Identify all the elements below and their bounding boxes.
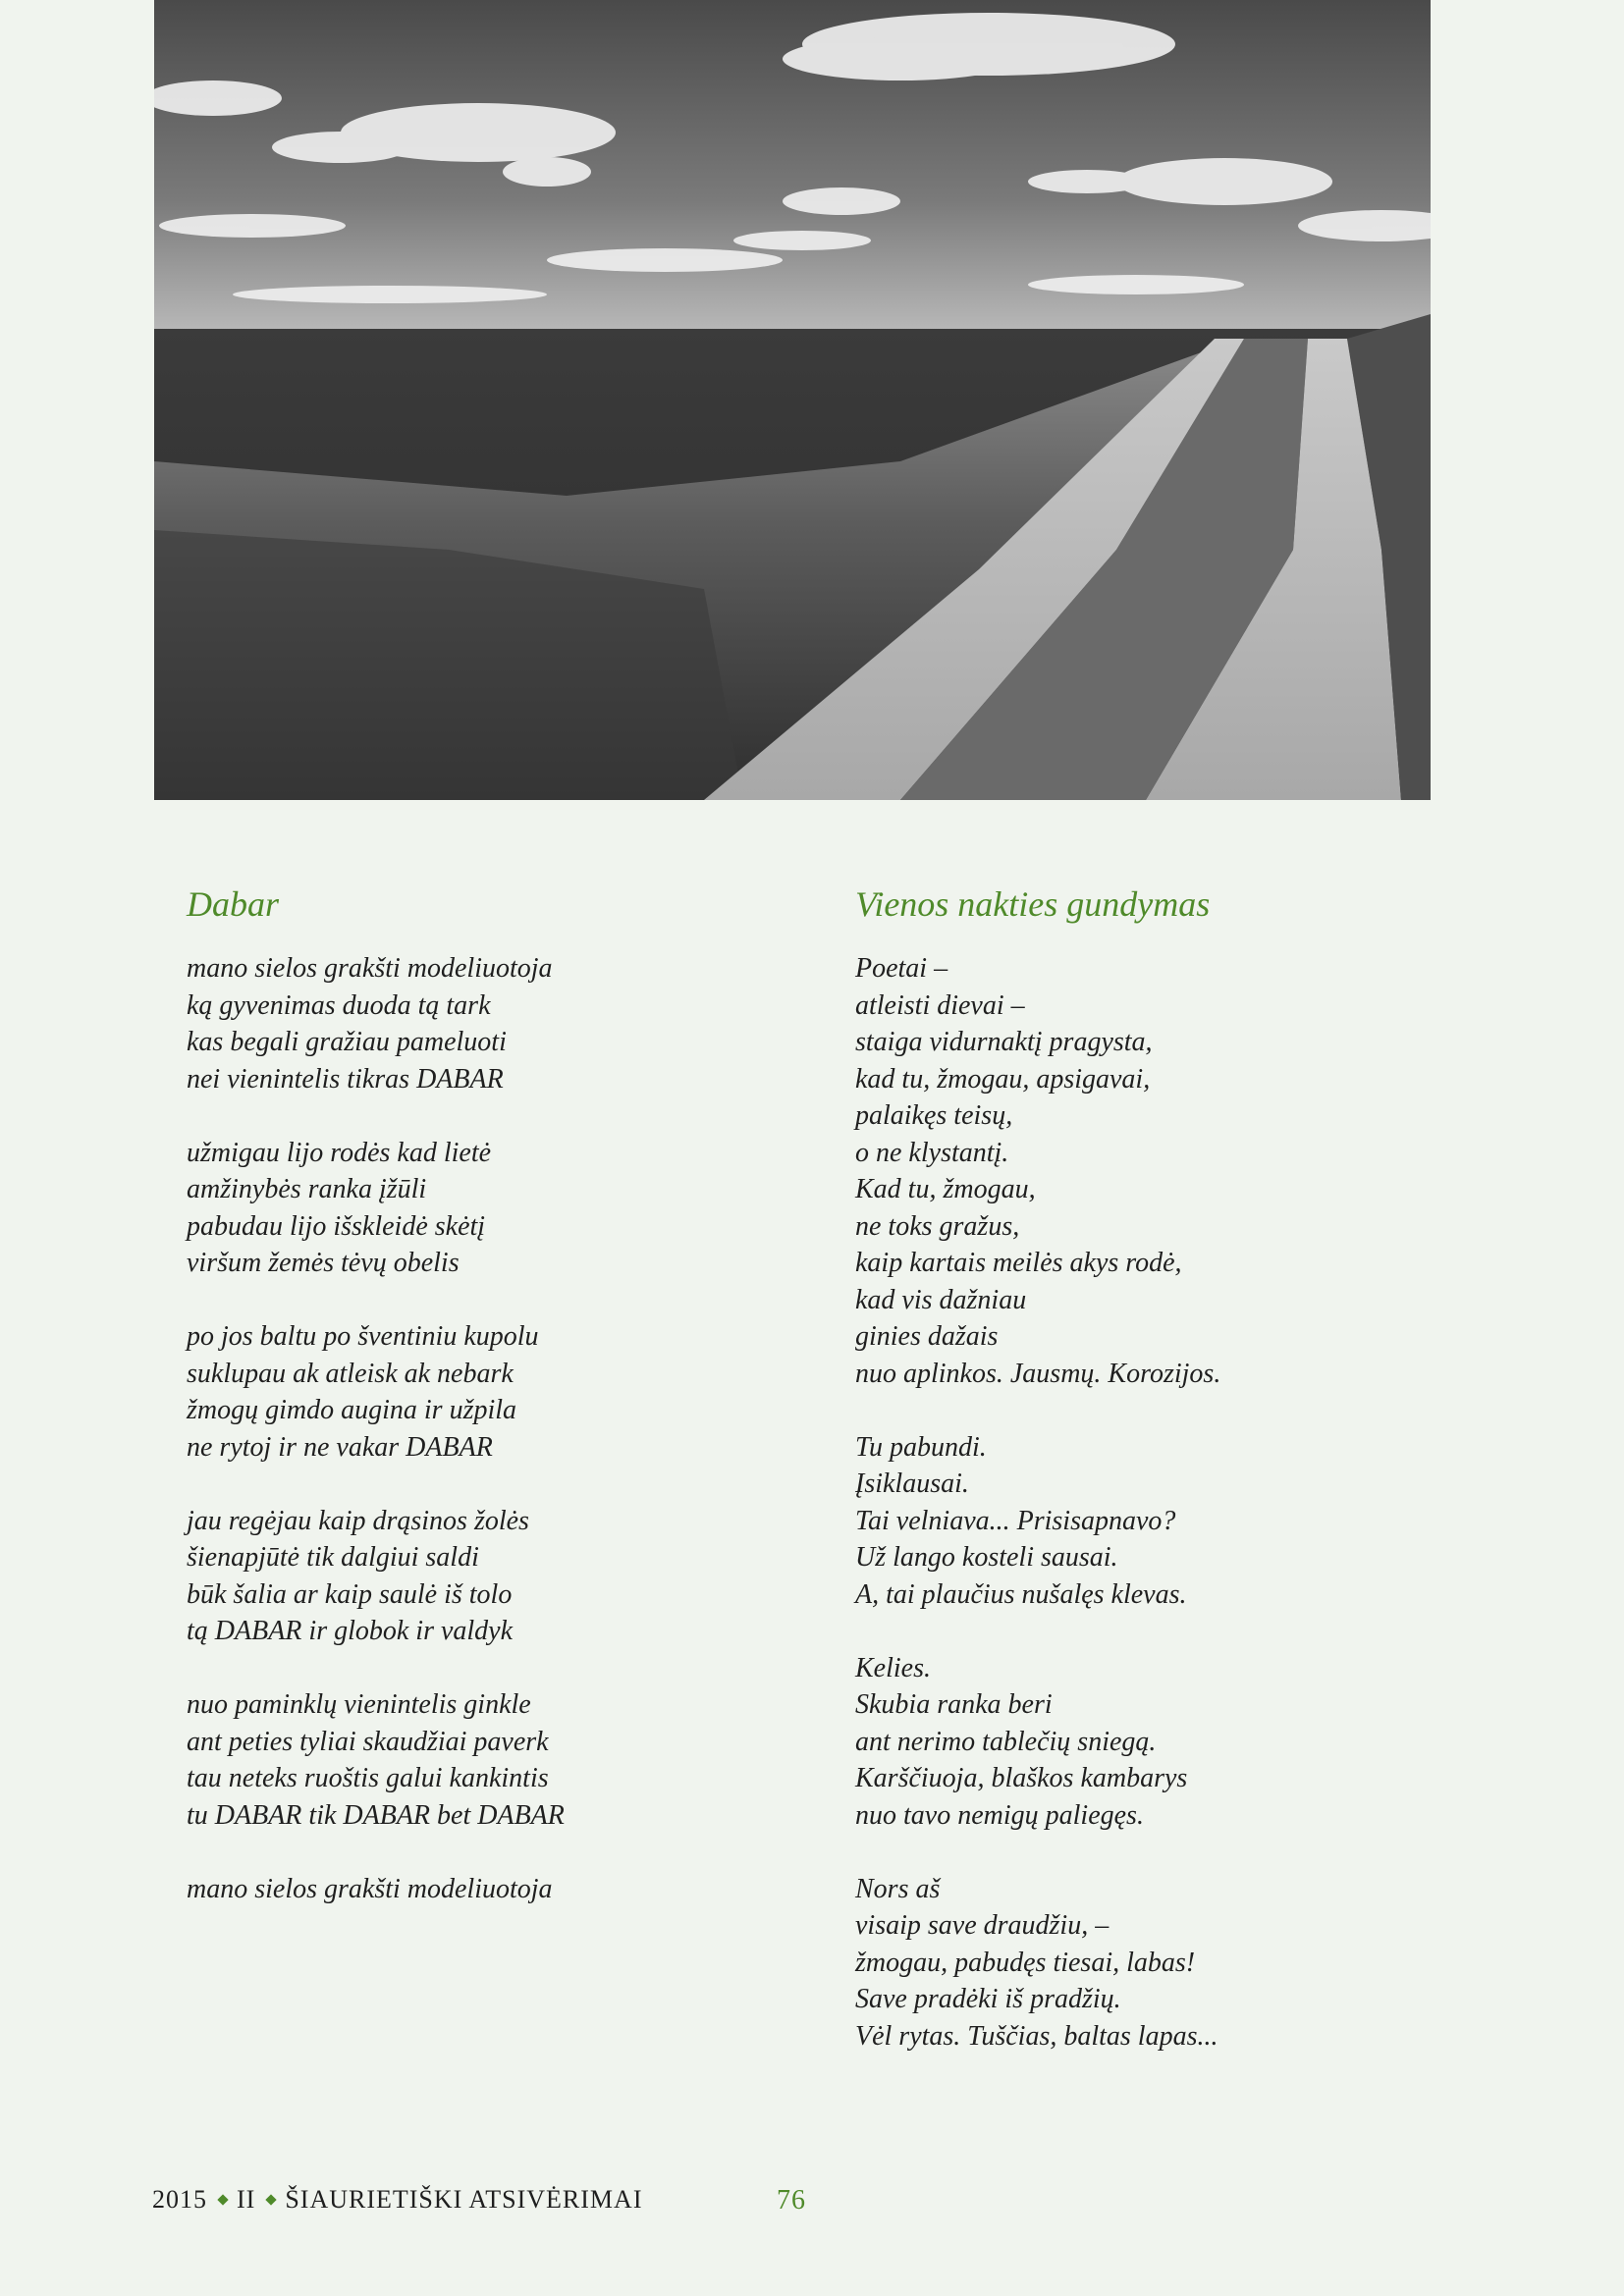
field-road-photo xyxy=(154,0,1431,800)
poem-line: mano sielos grakšti modeliuotoja xyxy=(187,953,553,984)
poem-dabar xyxy=(187,880,815,1945)
poem-line: ne toks gražus, xyxy=(855,1210,1020,1242)
page-number: 76 xyxy=(777,2185,806,2216)
poem-line: tu DABAR tik DABAR bet DABAR xyxy=(187,1799,565,1831)
poem-line: nuo aplinkos. Jausmų. Korozijos. xyxy=(855,1358,1221,1389)
stanza xyxy=(855,1650,1484,1835)
stanza xyxy=(187,950,815,1097)
poem-line: Vėl rytas. Tuščias, baltas lapas... xyxy=(855,2020,1218,2052)
poem-line: ne rytoj ir ne vakar DABAR xyxy=(187,1431,493,1463)
stanza xyxy=(187,1318,815,1466)
poem-line: ant nerimo tablečių sniegą. xyxy=(855,1726,1157,1757)
poem-line: pabudau lijo išskleidė skėtį xyxy=(187,1210,486,1242)
poem-line: visaip save draudžiu, – xyxy=(855,1910,1110,1941)
stanza xyxy=(855,1429,1484,1614)
stanza xyxy=(187,1686,815,1834)
poem-line: kad tu, žmogau, apsigavai, xyxy=(855,1063,1151,1095)
poem-line: ant peties tyliai skaudžiai paverk xyxy=(187,1726,549,1757)
poem-line: mano sielos grakšti modeliuotoja xyxy=(187,1873,553,1904)
poem-line: žmogų gimdo augina ir užpila xyxy=(187,1395,517,1425)
poem-line: o ne klystantį. xyxy=(855,1137,1009,1168)
poem-line: Nors aš xyxy=(855,1873,941,1904)
poem-line: kaip kartais meilės akys rodė, xyxy=(855,1248,1182,1278)
poem-line: užmigau lijo rodės kad lietė xyxy=(187,1137,492,1168)
poem-line: atleisti dievai – xyxy=(855,989,1025,1021)
poem-line: kas begali gražiau pameluoti xyxy=(187,1027,507,1057)
footer-issue: II xyxy=(237,2185,256,2214)
diamond-icon xyxy=(217,2194,228,2205)
poem-line: Save pradėki iš pradžių. xyxy=(855,1984,1121,2014)
poem-line: tau neteks ruoštis galui kankintis xyxy=(187,1763,549,1793)
poem-line: jau regėjau kaip drąsinos žolės xyxy=(187,1505,529,1536)
poem-title: Dabar xyxy=(187,884,280,924)
poem-line: Už lango kosteli sausai. xyxy=(855,1542,1118,1573)
poem-line: A, tai plaučius nušalęs klevas. xyxy=(855,1578,1187,1610)
field-road-photo-icon xyxy=(154,0,1431,800)
poem-line: Karščiuoja, blaškos kambarys xyxy=(855,1763,1188,1793)
stanza xyxy=(187,1135,815,1282)
poem-line: Poetai – xyxy=(855,953,948,984)
poem-line: palaikęs teisų, xyxy=(855,1100,1013,1131)
poem-line: būk šalia ar kaip saulė iš tolo xyxy=(187,1578,513,1610)
poem-vienos-nakties-gundymas xyxy=(855,880,1484,2092)
poem-line: nuo paminklų vienintelis ginkle xyxy=(187,1689,531,1720)
poem-line: Tu pabundi. xyxy=(855,1431,987,1463)
poem-title: Vienos nakties gundymas xyxy=(855,884,1211,924)
poem-line: šienapjūtė tik dalgiui saldi xyxy=(187,1542,479,1573)
footer-year: 2015 xyxy=(152,2185,207,2214)
poem-line: suklupau ak atleisk ak nebark xyxy=(187,1358,514,1389)
poem-line: Įsiklausai. xyxy=(855,1468,969,1499)
stanza xyxy=(855,950,1484,1392)
footer-journal: ŠIAURIETIŠKI ATSIVĖRIMAI xyxy=(285,2185,643,2214)
poem-line: žmogau, pabudęs tiesai, labas! xyxy=(855,1947,1196,1978)
poem-line: Kelies. xyxy=(855,1652,931,1683)
poem-line: tą DABAR ir globok ir valdyk xyxy=(187,1616,514,1646)
poem-line: Skubia ranka beri xyxy=(855,1689,1053,1720)
diamond-icon xyxy=(266,2194,277,2205)
poem-line: viršum žemės tėvų obelis xyxy=(187,1248,460,1278)
poem-line: nuo tavo nemigų paliegęs. xyxy=(855,1799,1144,1831)
page-footer xyxy=(152,2185,806,2224)
stanza xyxy=(855,1871,1484,2056)
poem-line: ginies dažais xyxy=(855,1321,999,1352)
stanza xyxy=(187,1503,815,1650)
stanza xyxy=(187,1871,815,1908)
poem-line: staiga vidurnaktį pragysta, xyxy=(855,1027,1153,1057)
poem-line: ką gyvenimas duoda tą tark xyxy=(187,989,491,1021)
poem-line: Tai velniava... Prisisapnavo? xyxy=(855,1505,1176,1536)
poem-line: kad vis dažniau xyxy=(855,1284,1027,1315)
poem-line: amžinybės ranka įžūli xyxy=(187,1174,427,1204)
poem-line: po jos baltu po šventiniu kupolu xyxy=(187,1321,539,1352)
poem-line: nei vienintelis tikras DABAR xyxy=(187,1063,504,1095)
poem-line: Kad tu, žmogau, xyxy=(855,1174,1036,1204)
